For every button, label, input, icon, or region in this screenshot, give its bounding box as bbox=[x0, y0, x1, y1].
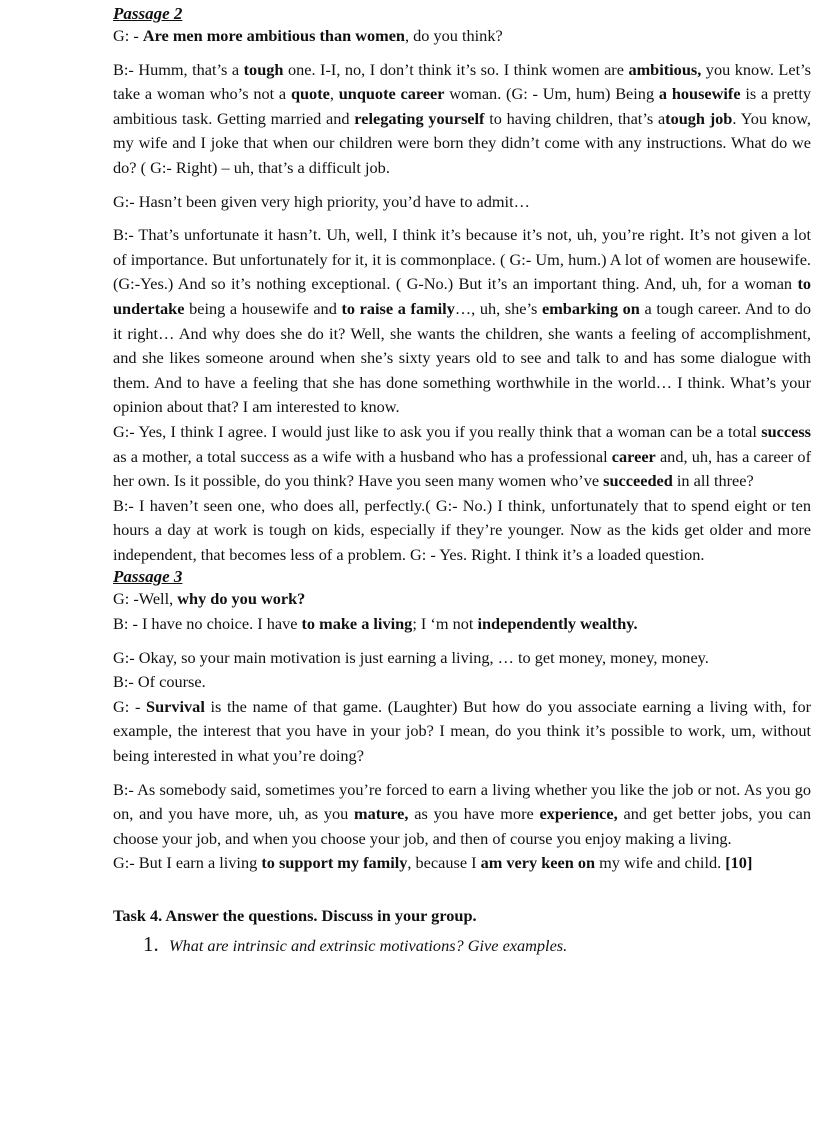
text-run: G:- But I earn a living bbox=[113, 853, 262, 873]
passage-3-para-0 bbox=[113, 587, 811, 612]
bold-term: mature, bbox=[354, 804, 409, 824]
passage-3-para-5 bbox=[113, 778, 811, 852]
text-run: is a pretty ambitious task. Getting married and bbox=[113, 84, 811, 128]
text-run: B:- I haven’t seen one, who does all, perfectly.( G:- No.) I think, unfortunately that to spend eight or ten hours a day at work is tough on kids, especially if they’re younger. Now as the kids get older and more independent, that becomes less of a problem. G: - Yes. Right. I think it’s a loaded question. bbox=[113, 495, 811, 564]
passage-2-para-4 bbox=[113, 420, 811, 494]
text-run: G:- Hasn’t been given very high priority, you’d have to admit… bbox=[113, 191, 530, 211]
bold-term: am very keen on bbox=[480, 853, 596, 873]
bold-term: independently wealthy. bbox=[477, 614, 638, 634]
text-run: as a mother, a total success as a wife with a husband who has a professional bbox=[113, 446, 612, 466]
text-run: in all three? bbox=[672, 471, 754, 491]
passage-3-title: Passage 3 bbox=[113, 567, 183, 587]
bold-term: to support my family bbox=[261, 853, 408, 873]
bold-term: success bbox=[761, 421, 811, 441]
text-run: , do you think? bbox=[405, 26, 503, 45]
bold-term: succeeded bbox=[603, 471, 673, 491]
task-4-question-1 bbox=[143, 930, 811, 960]
passage-2-para-5 bbox=[113, 494, 811, 568]
passage-2-title: Passage 2 bbox=[113, 4, 183, 23]
text-run: , because I bbox=[407, 853, 481, 873]
bold-term: quote bbox=[290, 84, 330, 104]
bold-term: tough job bbox=[665, 108, 733, 128]
passage-2-para-3 bbox=[113, 223, 811, 420]
passage-3-para-6 bbox=[113, 851, 811, 876]
bold-term: unquote career bbox=[338, 84, 445, 104]
text-run: to having children, that’s a bbox=[484, 108, 666, 128]
bold-term: embarking on bbox=[542, 298, 640, 318]
task-4-heading: Task 4. Answer the questions. Discuss in your group. bbox=[113, 906, 477, 925]
bold-term: Survival bbox=[146, 696, 205, 716]
text-run: and get better jobs, you can choose your job, and when you choose your job, and then of course you enjoy making a living. bbox=[113, 804, 812, 848]
bold-term: to raise a family bbox=[341, 298, 455, 318]
text-run: B:- That’s unfortunate it hasn’t. Uh, well, I think it’s because it’s not, uh, you’re right. It’s not given a lot of importance. But unfortunately for it, it is commonplace. ( G:- Um, hum.) A lot of women are housewife. (G:-Yes.) And so it’s nothing exceptional. ( G-No.) But it’s an important thing. And, uh, for a woman bbox=[113, 225, 811, 294]
text-run: you know. Let’s take a woman who’s not a bbox=[113, 59, 811, 104]
bold-term: to undertake bbox=[113, 274, 811, 318]
text-run: G:- Yes, I think I agree. I would just like to ask you if you really think that a woman can be a total bbox=[113, 421, 762, 441]
text-run: B: - I have no choice. I have bbox=[113, 614, 302, 634]
text-run: …, uh, she’s bbox=[454, 298, 543, 318]
text-run: a tough career. And to do it right… And why does she do it? Well, she wants the children, she wants a feeling of accomplishment, and she likes someone around when she’s sixty years old to see and talk to and has some dialogue with them. And to have a feeling that she has done something worthwhile in the world… I think. What’s your opinion about that? I am interested to know. bbox=[113, 298, 811, 417]
text-run: G: - bbox=[113, 26, 143, 45]
text-run: , bbox=[329, 84, 339, 104]
passage-3-para-1 bbox=[113, 612, 811, 637]
text-run: . You know, my wife and I joke that when our children were born they didn’t come with any instructions. What do we do? ( G:- Right) – uh, that’s a difficult job. bbox=[113, 108, 811, 177]
passage-2-para-0 bbox=[113, 24, 811, 49]
bold-term: Are men more ambitious than women bbox=[142, 26, 405, 45]
text-run: G: -Well, bbox=[113, 589, 178, 609]
text-run: and, uh, has a career of her own. Is it possible, do you think? Have you seen many women who’ve bbox=[113, 446, 811, 491]
text-run: B:- Humm, that’s a bbox=[113, 59, 244, 79]
text-run: B:- Of course. bbox=[113, 672, 206, 692]
bold-term: to make a living bbox=[301, 614, 413, 634]
bold-term: a housewife bbox=[658, 84, 741, 104]
text-run: G:- Okay, so your main motivation is just earning a living, … to get money, money, money. bbox=[113, 647, 709, 667]
text-run: being a housewife and bbox=[184, 298, 342, 318]
bold-term: relegating yourself bbox=[354, 108, 485, 128]
bold-term: why do you work? bbox=[177, 589, 306, 609]
text-run: B:- As somebody said, sometimes you’re forced to earn a living whether you like the job or not. As you go on, and you have more, uh, as you bbox=[113, 779, 811, 824]
question-text: What are intrinsic and extrinsic motivations? Give examples. bbox=[169, 936, 568, 955]
passage-3-para-2 bbox=[113, 646, 811, 671]
passage-3-para-3 bbox=[113, 670, 811, 695]
bold-term: [10] bbox=[725, 853, 753, 873]
passage-3-para-4 bbox=[113, 695, 811, 769]
question-number: 1. bbox=[143, 932, 159, 956]
text-run: as you have more bbox=[408, 804, 540, 824]
text-run: my wife and child. bbox=[595, 853, 726, 873]
text-run: is the name of that game. (Laughter) But how do you associate earning a living with, for example, the interest that you have in your job? I mean, do you think it’s possible to work, um, without being interested in what you’re doing? bbox=[113, 696, 812, 766]
bold-term: experience, bbox=[539, 804, 618, 824]
passage-2-para-1 bbox=[113, 58, 811, 181]
text-run: G: - bbox=[113, 696, 147, 716]
passage-2-para-2 bbox=[113, 190, 811, 215]
text-run: ; I ‘m not bbox=[412, 614, 478, 634]
text-run: woman. (G: - Um, hum) Being bbox=[444, 84, 659, 104]
bold-term: tough bbox=[243, 59, 284, 79]
bold-term: career bbox=[611, 446, 656, 466]
document-page bbox=[113, 4, 811, 960]
text-run: one. I-I, no, I don’t think it’s so. I think women are bbox=[283, 59, 629, 79]
bold-term: ambitious, bbox=[628, 59, 702, 79]
